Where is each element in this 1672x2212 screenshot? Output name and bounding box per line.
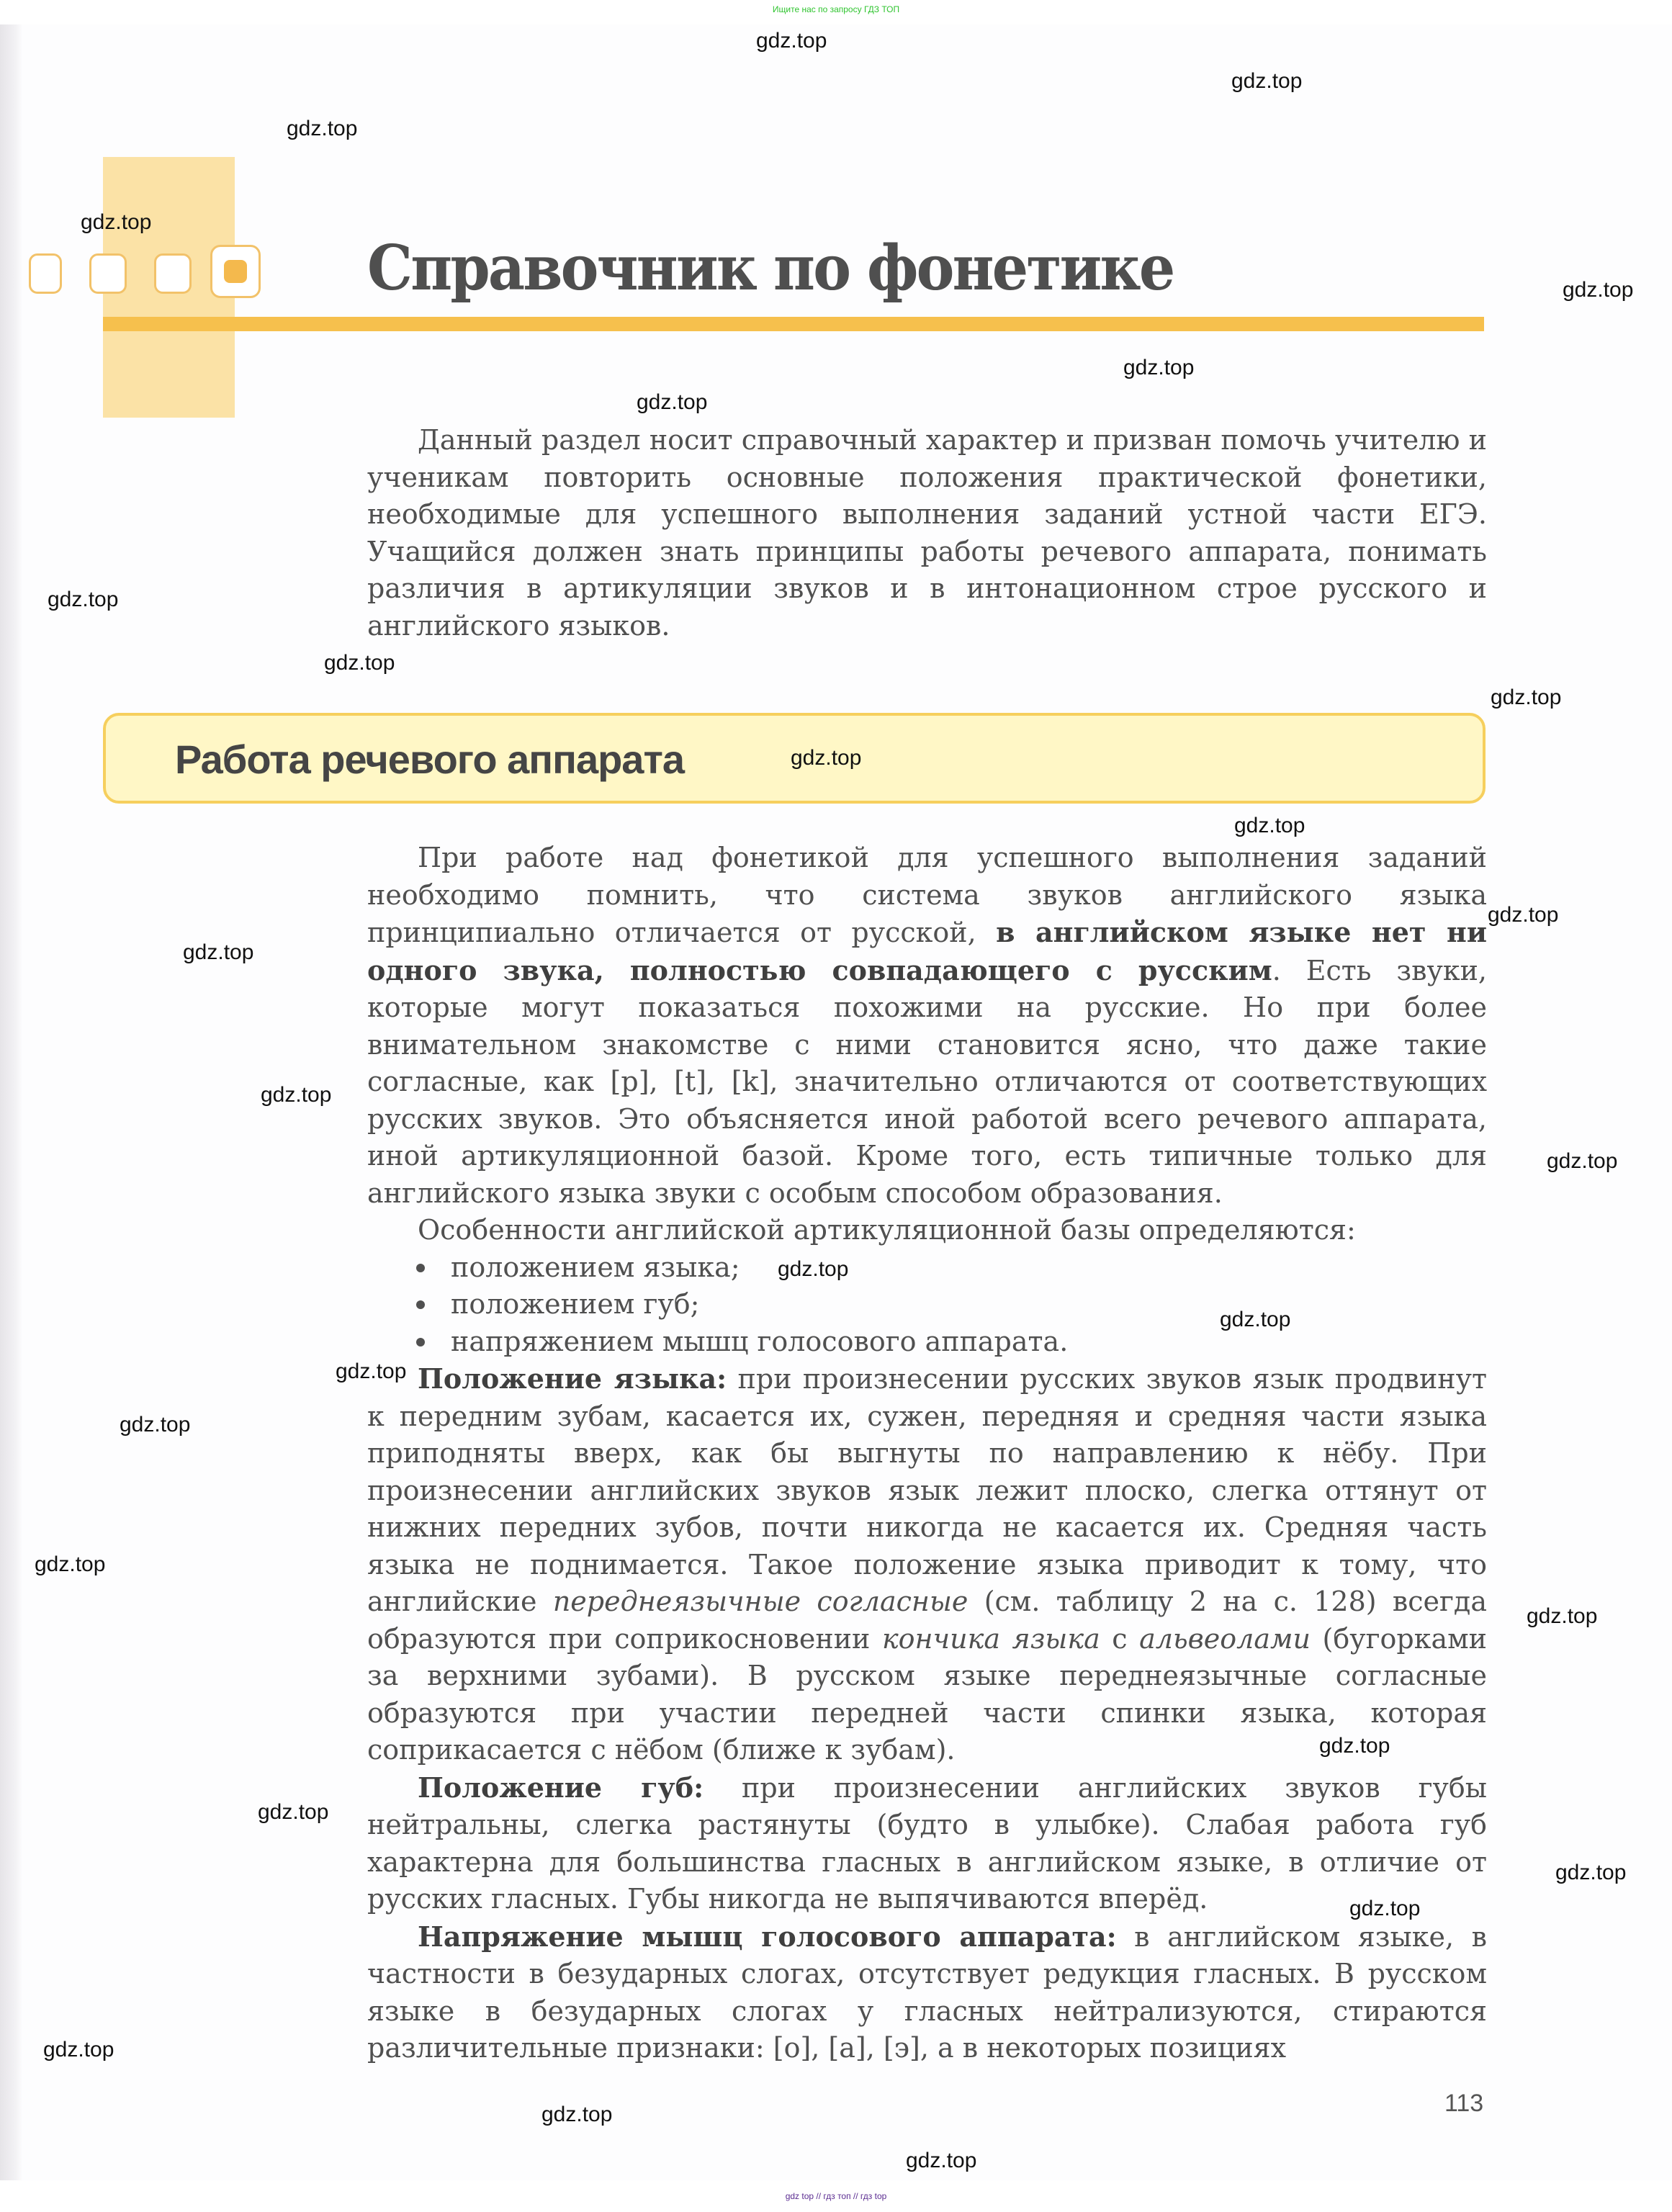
watermark-text: gdz.top [1234, 814, 1305, 837]
intro-text: Данный раздел носит справочный характер и призван помочь учителю и ученикам повторить основные положения практической фонетики, необходимые для успешного выполнения заданий устной части ЕГЭ. Учащийся должен знать принципы работы речевого аппарата, понимать различия в артикуляции звуков и в интонационном строе русского и английского языков. [367, 424, 1487, 642]
watermark-text: gdz.top [1220, 1308, 1291, 1331]
emphasis-text: в английском языке нет ни одного звука, полностью совпадающего с русским [367, 916, 1487, 986]
watermark-text: gdz.top [261, 1083, 332, 1107]
bottom-banner: gdz top // гдз топ // гдз top [785, 2191, 887, 2201]
intro-paragraph [367, 422, 1487, 644]
watermark-text: gdz.top [336, 1359, 407, 1383]
watermark-text: gdz.top [43, 2038, 114, 2062]
marker-square-icon [89, 253, 127, 294]
watermark-text: gdz.top [1555, 1861, 1627, 1884]
watermark-text: gdz.top [324, 651, 395, 675]
title-underline-rule [103, 317, 1484, 331]
paragraph-articulation-base: Особенности английской артикуляционной базы определяются: [418, 1214, 1356, 1246]
watermark-text: gdz.top [1123, 356, 1195, 379]
watermark-text: gdz.top [1319, 1734, 1390, 1758]
page-binding-edge [0, 24, 22, 2180]
term-label: Положение губ: [418, 1771, 704, 1804]
term-label: Положение языка: [418, 1362, 727, 1395]
page-title: Справочник по фонетике [367, 232, 1174, 305]
list-item: напряжением мышц голосового аппарата. [416, 1323, 1487, 1361]
watermark-text: gdz.top [1488, 903, 1559, 927]
watermark-text: gdz.top [258, 1800, 329, 1824]
watermark-text: gdz.top [35, 1552, 106, 1576]
watermark-text: gdz.top [1563, 278, 1634, 302]
watermark-text: gdz.top [756, 29, 827, 53]
watermark-text: gdz.top [120, 1413, 191, 1437]
watermark-text: gdz.top [1231, 69, 1303, 93]
marker-square-active-icon [210, 245, 261, 298]
watermark-text: gdz.top [1349, 1897, 1421, 1920]
paragraph-sound-system: При работе над фонетикой для успешного выполнения заданий необходимо помнить, что система звуков английского языка принципиально отличается от русской, в английском языке нет ни одного звука, полностью совпадающего с русским. Есть звуки, которые могут показаться похожими на русские. Но при более внимательном знакомстве с ними становится ясно, что даже такие согласные, как [p], [t], [k], значительно отличаются от соответствующих русских звуков. Это объясняется иной работой всего речевого аппарата, иной артикуляционной базой. Кроме того, есть типичные только для английского языка звуки с особым способом образования. [367, 842, 1487, 1209]
page-number: 113 [1444, 2090, 1484, 2117]
watermark-text: gdz.top [1491, 685, 1562, 709]
articulation-factors-list [367, 1249, 1487, 1361]
watermark-text: gdz.top [541, 2103, 613, 2126]
watermark-text: gdz.top [183, 940, 254, 964]
watermark-text: gdz.top [1547, 1149, 1618, 1173]
marker-square-icon [154, 253, 192, 294]
list-item: положением губ; [416, 1286, 1487, 1323]
section-body [367, 840, 1487, 2067]
watermark-text: gdz.top [1527, 1604, 1598, 1628]
paragraph-lips-position: Положение губ: при произнесении английских звуков губы нейтральны, слегка растянуты (будто в улыбке). Слабая работа губ характерна для большинства гласных в английском языке, в отличие от русских гласных. Губы никогда не выпячиваются вперёд. [367, 1771, 1487, 1915]
watermark-text: gdz.top [48, 588, 119, 611]
top-banner: Ищите нас по запросу ГДЗ ТОП [772, 4, 900, 14]
marker-square-icon [29, 253, 62, 294]
paragraph-muscle-tension: Напряжение мышц голосового аппарата: в английском языке, в частности в безударных слогах, отсутствует редукция гласных. В русском языке в безударных слогах у гласных нейтрализуются, стираются различительные признаки: [о], [а], [э], а в некоторых позициях [367, 1920, 1487, 2064]
term-label: Напряжение мышц голосового аппарата: [418, 1920, 1117, 1953]
section-title: Работа речевого аппарата [175, 737, 685, 782]
watermark-text: gdz.top [287, 117, 358, 140]
watermark-text: gdz.top [791, 746, 862, 770]
watermark-text: gdz.top [637, 390, 708, 414]
watermark-text: gdz.top [81, 210, 152, 234]
watermark-text: gdz.top [778, 1257, 849, 1281]
watermark-text: gdz.top [906, 2149, 977, 2172]
paragraph-tongue-position: Положение языка: при произнесении русских звуков язык продвинут к передним зубам, касается их, сужен, передняя и средняя части языка приподняты вверх, как бы выгнуты по направлению к нёбу. При произнесении английских звуков язык лежит плоско, слегка оттянут от нижних передних зубов, почти никогда не касается их. Средняя часть языка не поднимается. Такое положение языка приводит к тому, что английские переднеязычные согласные (см. таблицу 2 на с. 128) всегда образуются при соприкосновении кончика языка с альвеолами (бугорками за верхними зубами). В русском языке переднеязычные согласные образуются при участии передней части спинки языка, которая соприкасается с нёбом (ближе к зубам). [367, 1362, 1487, 1766]
list-item: положением языка; [416, 1249, 1487, 1287]
